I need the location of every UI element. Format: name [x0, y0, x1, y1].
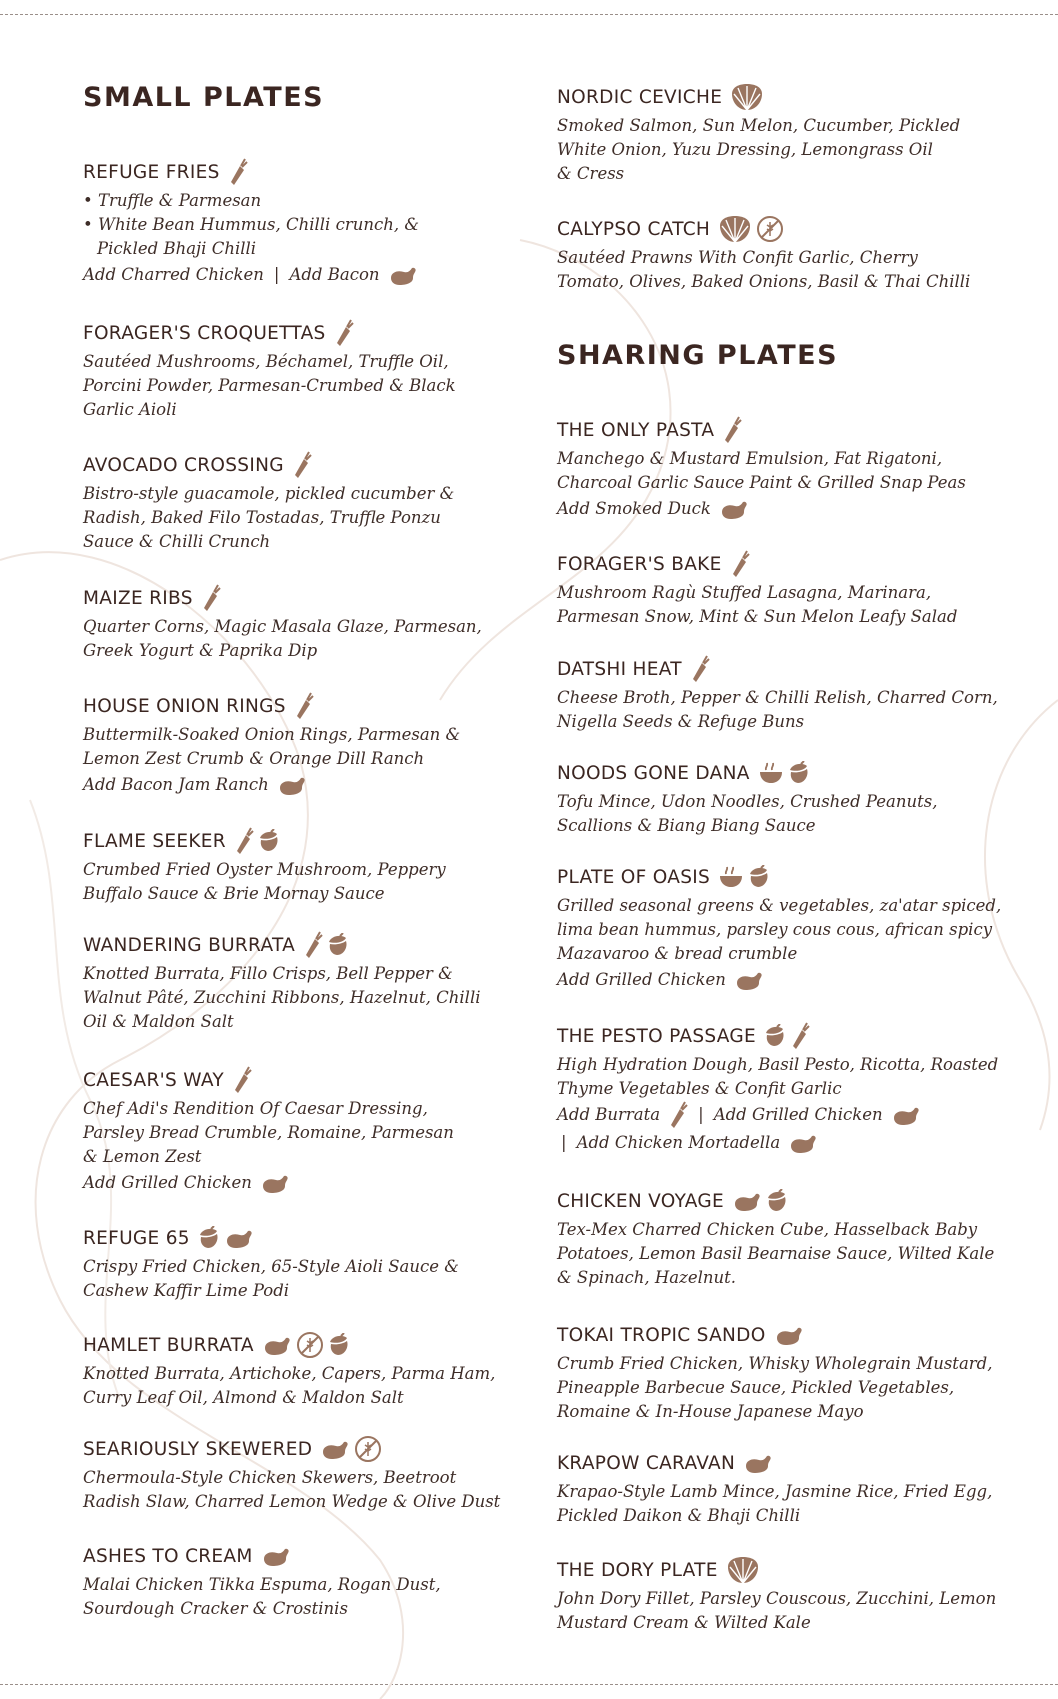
menu-item-foragers-bake	[557, 551, 997, 629]
chicken-icon	[743, 1452, 773, 1474]
item-name: WANDERING BURRATA	[83, 934, 296, 956]
carrot-icon	[303, 931, 323, 959]
item-description: Krapao-Style Lamb Mince, Jasmine Rice, Fried Egg, Pickled Daikon & Bhaji Chilli	[557, 1482, 993, 1525]
carrot-icon	[228, 158, 248, 186]
item-name: FORAGER'S CROQUETTAS	[83, 322, 326, 344]
section-title-sharing-plates: SHARING PLATES	[557, 340, 839, 371]
item-name: REFUGE FRIES	[83, 161, 220, 183]
item-name: CAESAR'S WAY	[83, 1069, 224, 1091]
chicken-icon	[261, 1545, 291, 1567]
item-name: THE ONLY PASTA	[557, 419, 715, 441]
menu-item-caesars-way	[83, 1067, 523, 1197]
menu-item-refuge-65	[83, 1225, 523, 1303]
menu-item-chicken-voyage	[557, 1188, 997, 1290]
carrot-icon	[201, 584, 221, 612]
item-description: Crumbed Fried Oyster Mushroom, Peppery Buffalo Sauce & Brie Mornay Sauce	[83, 860, 446, 903]
item-description: Crumb Fried Chicken, Whisky Wholegrain Mustard, Pineapple Barbecue Sauce, Pickled Vegetables, Romaine & In-House Japanese Mayo	[557, 1354, 993, 1421]
shell-icon	[730, 82, 764, 112]
item-description: Malai Chicken Tikka Espuma, Rogan Dust, Sourdough Cracker & Crostinis	[83, 1575, 441, 1618]
shell-icon	[726, 1555, 760, 1585]
carrot-icon	[730, 550, 750, 578]
chicken-icon	[719, 498, 749, 520]
menu-item-plate-of-oasis	[557, 864, 1002, 994]
addon-text: Add Burrata	[557, 1105, 661, 1124]
menu-item-avocado-crossing	[83, 452, 523, 554]
section-title-small-plates: SMALL PLATES	[83, 82, 325, 113]
carrot-icon	[294, 692, 314, 720]
gluten-free-icon	[756, 215, 784, 243]
addon-separator: |	[698, 1105, 704, 1124]
item-description: Smoked Salmon, Sun Melon, Cucumber, Pickled White Onion, Yuzu Dressing, Lemongrass Oil & Cress	[557, 116, 961, 183]
addon-separator: |	[273, 265, 280, 284]
chicken-icon	[774, 1324, 804, 1346]
chicken-icon	[262, 1334, 292, 1356]
item-description: Crispy Fried Chicken, 65-Style Aioli Sauce & Cashew Kaffir Lime Podi	[83, 1257, 459, 1300]
item-description: Sautéed Prawns With Confit Garlic, Cherry Tomato, Olives, Baked Onions, Basil & Thai Chilli	[557, 248, 971, 291]
menu-item-foragers-croquettas	[83, 320, 523, 422]
item-name: HAMLET BURRATA	[83, 1334, 254, 1356]
item-name: CHICKEN VOYAGE	[557, 1190, 725, 1212]
nut-icon	[788, 761, 810, 785]
item-description: Tofu Mince, Udon Noodles, Crushed Peanuts, Scallions & Biang Biang Sauce	[557, 792, 938, 835]
item-name: KRAPOW CARAVAN	[557, 1452, 736, 1474]
chicken-icon	[732, 1190, 762, 1212]
item-description: Cheese Broth, Pepper & Chilli Relish, Charred Corn, Nigella Seeds & Refuge Buns	[557, 688, 998, 731]
top-dashed-border	[0, 14, 1058, 15]
item-name: SEARIOUSLY SKEWERED	[83, 1438, 313, 1460]
item-description: John Dory Fillet, Parsley Couscous, Zucchini, Lemon Mustard Cream & Wilted Kale	[557, 1589, 997, 1632]
item-name: NOODS GONE DANA	[557, 762, 750, 784]
item-name: DATSHI HEAT	[557, 658, 682, 680]
item-description: Manchego & Mustard Emulsion, Fat Rigatoni, Charcoal Garlic Sauce Paint & Grilled Snap Peas	[557, 449, 966, 492]
carrot-icon	[668, 1101, 688, 1129]
chicken-icon	[224, 1227, 254, 1249]
chicken-icon	[734, 969, 764, 991]
item-name: THE PESTO PASSAGE	[557, 1025, 757, 1047]
menu-item-house-onion-rings	[83, 693, 523, 799]
item-name: REFUGE 65	[83, 1227, 190, 1249]
chicken-icon	[891, 1104, 921, 1126]
item-description: Knotted Burrata, Artichoke, Capers, Parma Ham, Curry Leaf Oil, Almond & Maldon Salt	[83, 1364, 496, 1407]
nut-icon	[327, 933, 349, 957]
nut-icon	[766, 1189, 788, 1213]
item-name: NORDIC CEVICHE	[557, 86, 723, 108]
nut-icon	[748, 865, 770, 889]
carrot-icon	[690, 655, 710, 683]
addon-text: Add Bacon Jam Ranch	[83, 775, 269, 794]
item-description: Chef Adi's Rendition Of Caesar Dressing, Parsley Bread Crumble, Romaine, Parmesan & Lemon Zest	[83, 1099, 454, 1166]
item-name: TOKAI TROPIC SANDO	[557, 1324, 766, 1346]
menu-item-hamlet-burrata	[83, 1332, 523, 1410]
item-description: Buttermilk-Soaked Onion Rings, Parmesan & Lemon Zest Crumb & Orange Dill Ranch	[83, 725, 461, 768]
addon-text: Add Grilled Chicken	[83, 1173, 252, 1192]
chicken-icon	[277, 774, 307, 796]
carrot-icon	[722, 416, 742, 444]
menu-item-wandering-burrata	[83, 932, 523, 1034]
chicken-icon	[260, 1172, 290, 1194]
nut-icon	[328, 1333, 350, 1357]
bullet-continuation: Pickled Bhaji Chilli	[97, 239, 257, 258]
gluten-free-icon	[354, 1435, 382, 1463]
item-description: High Hydration Dough, Basil Pesto, Ricotta, Roasted Thyme Vegetables & Confit Garlic	[557, 1055, 999, 1098]
item-description: Grilled seasonal greens & vegetables, za'atar spiced, lima bean hummus, parsley cous cous, african spicy Mazavaroo & bread crumble	[557, 896, 1002, 963]
bullet-line: • White Bean Hummus, Chilli crunch, &	[83, 215, 420, 234]
item-name: PLATE OF OASIS	[557, 866, 711, 888]
item-description: Knotted Burrata, Fillo Crisps, Bell Pepper & Walnut Pâté, Zucchini Ribbons, Hazelnut, Chilli Oil & Maldon Salt	[83, 964, 481, 1031]
menu-item-the-dory-plate	[557, 1557, 997, 1635]
menu-item-krapow-caravan	[557, 1450, 997, 1528]
addon-text: Add Bacon	[289, 265, 380, 284]
item-name: AVOCADO CROSSING	[83, 454, 284, 476]
bullet-line: • Truffle & Parmesan	[83, 191, 262, 210]
nut-icon	[198, 1226, 220, 1250]
addon-text: Add Grilled Chicken	[557, 970, 726, 989]
menu-item-refuge-fries	[83, 159, 523, 289]
item-name: ASHES TO CREAM	[83, 1545, 253, 1567]
addon-text: Add Charred Chicken	[83, 265, 264, 284]
item-description: Bistro-style guacamole, pickled cucumber & Radish, Baked Filo Tostadas, Truffle Ponzu Sauce & Chilli Crunch	[83, 484, 455, 551]
menu-item-the-only-pasta	[557, 417, 997, 523]
menu-item-ashes-to-cream	[83, 1543, 523, 1621]
item-name: CALYPSO CATCH	[557, 218, 711, 240]
shell-icon	[718, 214, 752, 244]
addon-text: Add Smoked Duck	[557, 499, 711, 518]
menu-item-nordic-ceviche	[557, 84, 997, 186]
carrot-icon	[292, 451, 312, 479]
menu-item-maize-ribs	[83, 585, 523, 663]
carrot-icon	[234, 827, 254, 855]
bowl-icon	[758, 762, 784, 784]
menu-item-tokai-tropic-sando	[557, 1322, 997, 1424]
chicken-icon	[788, 1132, 818, 1154]
menu-item-datshi-heat	[557, 656, 997, 734]
item-description: Tex-Mex Charred Chicken Cube, Hasselback Baby Potatoes, Lemon Basil Bearnaise Sauce, Wilted Kale & Spinach, Hazelnut.	[557, 1220, 995, 1287]
nut-icon	[258, 829, 280, 853]
item-name: HOUSE ONION RINGS	[83, 695, 286, 717]
chicken-icon	[320, 1438, 350, 1460]
bowl-icon	[718, 866, 744, 888]
addon-separator: |	[561, 1133, 567, 1152]
menu-item-calypso-catch	[557, 216, 997, 294]
gluten-free-icon	[296, 1331, 324, 1359]
bottom-dashed-border	[0, 1684, 1058, 1685]
item-name: FLAME SEEKER	[83, 830, 226, 852]
item-name: MAIZE RIBS	[83, 587, 193, 609]
menu-item-noods-gone-dana	[557, 760, 997, 838]
item-name: THE DORY PLATE	[557, 1559, 718, 1581]
carrot-icon	[334, 319, 354, 347]
item-name: FORAGER'S BAKE	[557, 553, 722, 575]
addon-text: Add Grilled Chicken	[713, 1105, 883, 1124]
item-description: Quarter Corns, Magic Masala Glaze, Parmesan, Greek Yogurt & Paprika Dip	[83, 617, 482, 660]
menu-item-flame-seeker	[83, 828, 523, 906]
nut-icon	[764, 1024, 786, 1048]
carrot-icon	[232, 1066, 252, 1094]
item-description: Sautéed Mushrooms, Béchamel, Truffle Oil, Porcini Powder, Parmesan-Crumbed & Black Garlic Aioli	[83, 352, 456, 419]
item-description: Mushroom Ragù Stuffed Lasagna, Marinara, Parmesan Snow, Mint & Sun Melon Leafy Salad	[557, 583, 958, 626]
menu-item-the-pesto-passage	[557, 1023, 997, 1157]
chicken-icon	[388, 264, 418, 286]
carrot-icon	[790, 1022, 810, 1050]
addon-text: Add Chicken Mortadella	[576, 1133, 781, 1152]
item-description: Chermoula-Style Chicken Skewers, Beetroot Radish Slaw, Charred Lemon Wedge & Olive Dust	[83, 1468, 501, 1511]
menu-item-seariously-skewered	[83, 1436, 523, 1514]
